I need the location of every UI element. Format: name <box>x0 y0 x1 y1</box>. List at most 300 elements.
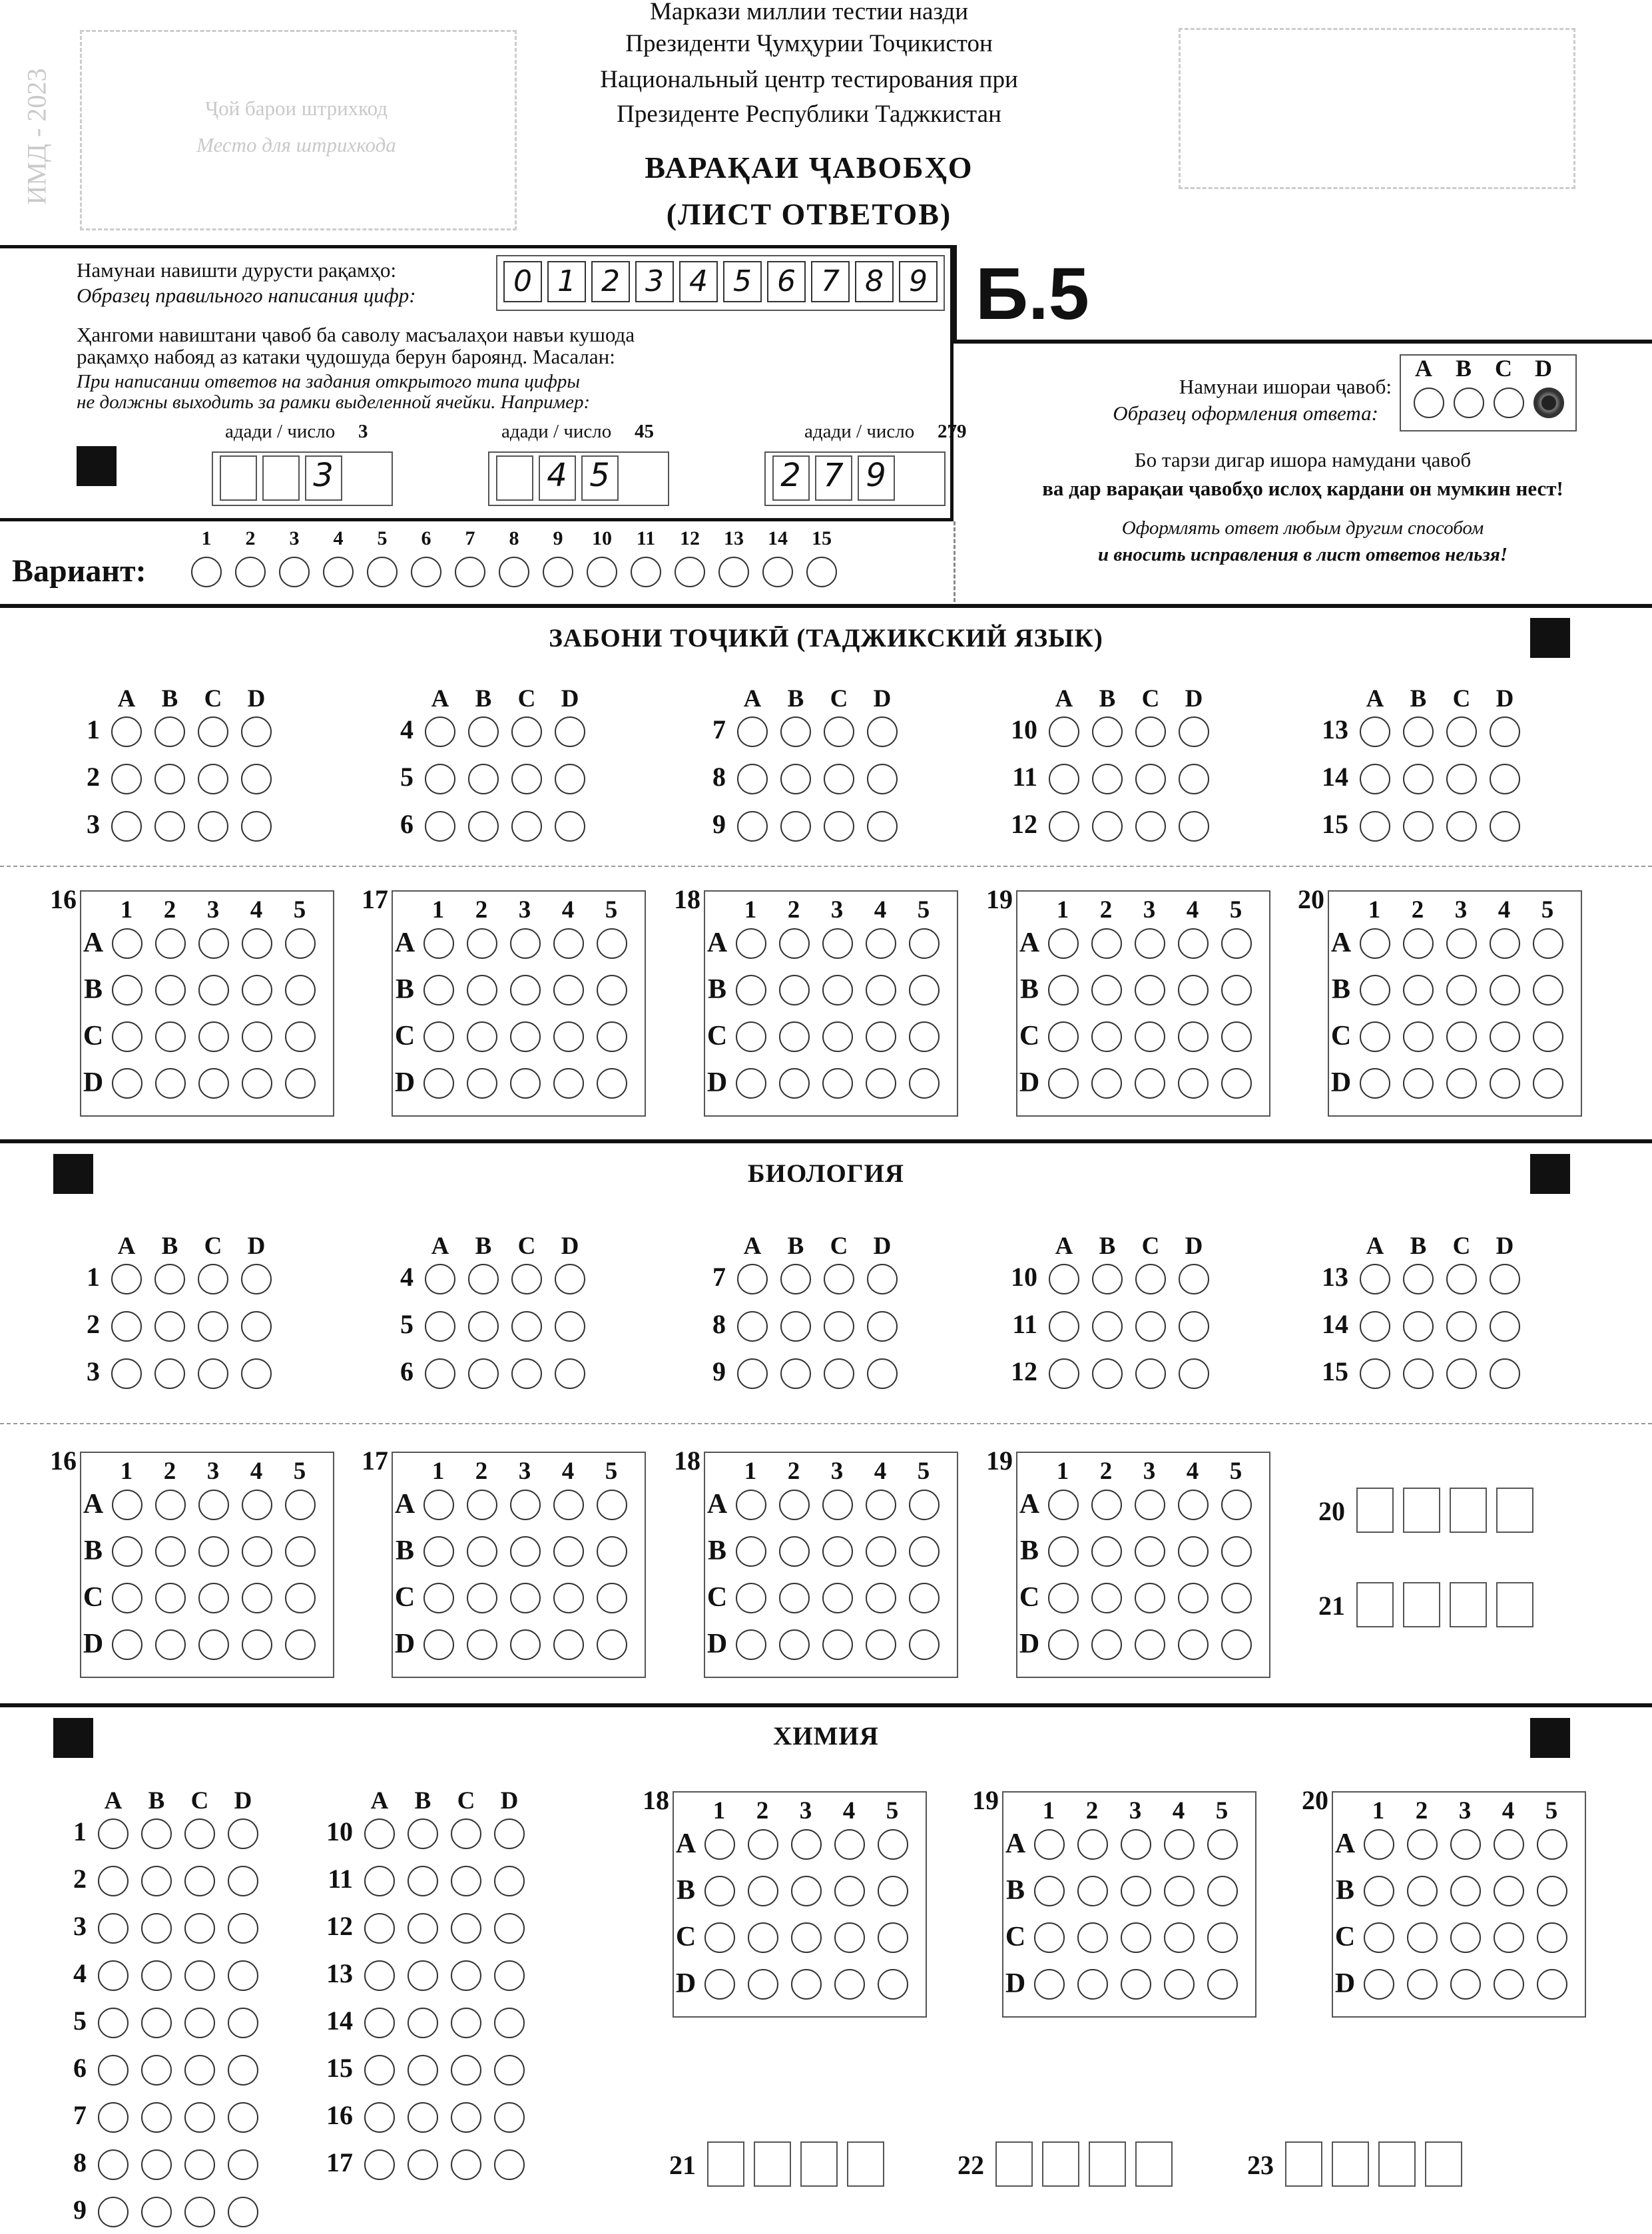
answer-bubble[interactable] <box>241 1358 272 1389</box>
match-bubble[interactable] <box>467 928 497 959</box>
match-bubble[interactable] <box>423 1583 454 1613</box>
match-bubble[interactable] <box>467 975 497 1005</box>
open-answer-cell[interactable] <box>754 2141 791 2187</box>
variant-bubble[interactable] <box>762 557 793 587</box>
match-bubble[interactable] <box>1221 928 1252 959</box>
match-bubble[interactable] <box>736 1021 766 1052</box>
match-bubble[interactable] <box>822 1490 853 1520</box>
match-bubble[interactable] <box>112 1021 142 1052</box>
variant-bubble[interactable] <box>499 557 529 587</box>
match-bubble[interactable] <box>1450 1876 1481 1906</box>
answer-bubble[interactable] <box>98 2008 129 2038</box>
answer-bubble[interactable] <box>184 2102 215 2133</box>
answer-bubble[interactable] <box>98 2197 129 2227</box>
answer-bubble[interactable] <box>867 1358 898 1389</box>
match-bubble[interactable] <box>1077 1969 1108 2000</box>
answer-bubble[interactable] <box>198 764 228 794</box>
match-bubble[interactable] <box>1533 1068 1563 1099</box>
match-bubble[interactable] <box>553 975 584 1005</box>
answer-bubble[interactable] <box>1446 1311 1477 1342</box>
match-bubble[interactable] <box>1207 1876 1238 1906</box>
answer-bubble[interactable] <box>555 764 585 794</box>
open-answer-cell[interactable] <box>1425 2141 1462 2187</box>
answer-bubble[interactable] <box>228 2197 258 2227</box>
answer-bubble[interactable] <box>511 1264 542 1294</box>
match-bubble[interactable] <box>1537 1876 1567 1906</box>
match-bubble[interactable] <box>1178 1629 1209 1660</box>
match-bubble[interactable] <box>1494 1922 1524 1953</box>
match-bubble[interactable] <box>822 1068 853 1099</box>
match-bubble[interactable] <box>822 1536 853 1567</box>
match-bubble[interactable] <box>597 975 627 1005</box>
answer-bubble[interactable] <box>408 1913 438 1944</box>
match-bubble[interactable] <box>866 1629 896 1660</box>
match-bubble[interactable] <box>736 928 766 959</box>
match-bubble[interactable] <box>779 1629 810 1660</box>
match-bubble[interactable] <box>1135 1068 1165 1099</box>
match-bubble[interactable] <box>1360 975 1390 1005</box>
match-bubble[interactable] <box>791 1876 822 1906</box>
answer-bubble[interactable] <box>1360 1358 1390 1389</box>
match-bubble[interactable] <box>1446 928 1477 959</box>
match-bubble[interactable] <box>736 975 766 1005</box>
answer-bubble[interactable] <box>241 764 272 794</box>
answer-bubble[interactable] <box>111 1358 142 1389</box>
answer-bubble[interactable] <box>198 1311 228 1342</box>
match-bubble[interactable] <box>510 1068 541 1099</box>
variant-bubble[interactable] <box>587 557 617 587</box>
answer-bubble[interactable] <box>184 2055 215 2086</box>
answer-bubble[interactable] <box>111 716 142 747</box>
match-bubble[interactable] <box>1407 1922 1438 1953</box>
answer-bubble[interactable] <box>1490 1358 1520 1389</box>
match-bubble[interactable] <box>553 1490 584 1520</box>
answer-bubble[interactable] <box>780 1358 811 1389</box>
match-bubble[interactable] <box>198 1536 229 1567</box>
answer-bubble[interactable] <box>1135 1264 1166 1294</box>
variant-bubble[interactable] <box>718 557 749 587</box>
answer-bubble[interactable] <box>141 1866 172 1896</box>
match-bubble[interactable] <box>1164 1969 1195 2000</box>
answer-bubble[interactable] <box>1490 764 1520 794</box>
answer-bubble[interactable] <box>241 811 272 842</box>
variant-bubble[interactable] <box>235 557 266 587</box>
match-bubble[interactable] <box>1494 1876 1524 1906</box>
answer-bubble[interactable] <box>154 716 185 747</box>
answer-bubble[interactable] <box>1360 764 1390 794</box>
answer-bubble[interactable] <box>1179 1311 1209 1342</box>
answer-bubble[interactable] <box>141 2008 172 2038</box>
match-bubble[interactable] <box>1135 1583 1165 1613</box>
match-bubble[interactable] <box>467 1490 497 1520</box>
match-bubble[interactable] <box>822 1629 853 1660</box>
match-bubble[interactable] <box>748 1922 778 1953</box>
answer-bubble[interactable] <box>228 2102 258 2133</box>
answer-bubble[interactable] <box>737 811 768 842</box>
match-bubble[interactable] <box>1048 1629 1079 1660</box>
variant-bubble[interactable] <box>367 557 398 587</box>
match-bubble[interactable] <box>510 928 541 959</box>
answer-bubble[interactable] <box>1179 716 1209 747</box>
match-bubble[interactable] <box>285 1536 316 1567</box>
answer-bubble[interactable] <box>141 2197 172 2227</box>
open-answer-cell[interactable] <box>995 2141 1033 2187</box>
answer-bubble[interactable] <box>364 2149 395 2180</box>
match-bubble[interactable] <box>1221 1583 1252 1613</box>
answer-bubble[interactable] <box>1135 1358 1166 1389</box>
match-bubble[interactable] <box>1207 1969 1238 2000</box>
answer-bubble[interactable] <box>111 1264 142 1294</box>
answer-bubble[interactable] <box>1179 1264 1209 1294</box>
open-answer-cell[interactable] <box>1496 1488 1533 1533</box>
answer-bubble[interactable] <box>198 716 228 747</box>
match-bubble[interactable] <box>1121 1876 1151 1906</box>
match-bubble[interactable] <box>822 928 853 959</box>
answer-bubble[interactable] <box>141 2055 172 2086</box>
answer-bubble[interactable] <box>111 811 142 842</box>
match-bubble[interactable] <box>198 1068 229 1099</box>
match-bubble[interactable] <box>791 1969 822 2000</box>
open-answer-cell[interactable] <box>1089 2141 1126 2187</box>
match-bubble[interactable] <box>510 1583 541 1613</box>
match-bubble[interactable] <box>1221 1068 1252 1099</box>
answer-bubble[interactable] <box>1049 811 1079 842</box>
match-bubble[interactable] <box>553 928 584 959</box>
match-bubble[interactable] <box>878 1876 908 1906</box>
match-bubble[interactable] <box>1034 1969 1065 2000</box>
match-bubble[interactable] <box>1091 1629 1122 1660</box>
match-bubble[interactable] <box>553 1021 584 1052</box>
answer-bubble[interactable] <box>451 1866 481 1896</box>
answer-bubble[interactable] <box>241 1311 272 1342</box>
answer-bubble[interactable] <box>511 811 542 842</box>
match-bubble[interactable] <box>1178 1583 1209 1613</box>
match-bubble[interactable] <box>467 1068 497 1099</box>
match-bubble[interactable] <box>1221 975 1252 1005</box>
match-bubble[interactable] <box>242 975 272 1005</box>
answer-bubble[interactable] <box>154 1311 185 1342</box>
match-bubble[interactable] <box>1403 1021 1434 1052</box>
match-bubble[interactable] <box>1164 1922 1195 1953</box>
answer-bubble[interactable] <box>1135 764 1166 794</box>
variant-bubble[interactable] <box>675 557 705 587</box>
match-bubble[interactable] <box>155 1490 186 1520</box>
open-answer-cell[interactable] <box>1403 1582 1440 1627</box>
answer-bubble[interactable] <box>1092 1311 1123 1342</box>
variant-bubble[interactable] <box>323 557 354 587</box>
match-bubble[interactable] <box>155 928 186 959</box>
answer-bubble[interactable] <box>867 764 898 794</box>
answer-bubble[interactable] <box>451 2149 481 2180</box>
match-bubble[interactable] <box>866 975 896 1005</box>
answer-bubble[interactable] <box>154 764 185 794</box>
match-bubble[interactable] <box>285 975 316 1005</box>
match-bubble[interactable] <box>198 975 229 1005</box>
match-bubble[interactable] <box>1207 1829 1238 1860</box>
match-bubble[interactable] <box>748 1969 778 2000</box>
answer-bubble[interactable] <box>451 1818 481 1849</box>
match-bubble[interactable] <box>285 1629 316 1660</box>
match-bubble[interactable] <box>1537 1969 1567 2000</box>
match-bubble[interactable] <box>1135 1629 1165 1660</box>
match-bubble[interactable] <box>878 1829 908 1860</box>
match-bubble[interactable] <box>736 1536 766 1567</box>
match-bubble[interactable] <box>423 1629 454 1660</box>
match-bubble[interactable] <box>1077 1876 1108 1906</box>
answer-bubble[interactable] <box>1135 1311 1166 1342</box>
match-bubble[interactable] <box>1091 975 1122 1005</box>
answer-bubble[interactable] <box>1360 811 1390 842</box>
answer-bubble[interactable] <box>1490 811 1520 842</box>
answer-bubble[interactable] <box>241 716 272 747</box>
match-bubble[interactable] <box>1403 928 1434 959</box>
answer-bubble[interactable] <box>198 1264 228 1294</box>
match-bubble[interactable] <box>1407 1876 1438 1906</box>
answer-bubble[interactable] <box>1049 1311 1079 1342</box>
match-bubble[interactable] <box>779 1490 810 1520</box>
answer-bubble[interactable] <box>1092 716 1123 747</box>
match-bubble[interactable] <box>242 1583 272 1613</box>
match-bubble[interactable] <box>155 975 186 1005</box>
match-bubble[interactable] <box>779 1021 810 1052</box>
match-bubble[interactable] <box>597 1068 627 1099</box>
match-bubble[interactable] <box>748 1876 778 1906</box>
match-bubble[interactable] <box>1537 1829 1567 1860</box>
match-bubble[interactable] <box>1221 1490 1252 1520</box>
match-bubble[interactable] <box>834 1969 865 2000</box>
answer-bubble[interactable] <box>1360 716 1390 747</box>
match-bubble[interactable] <box>834 1876 865 1906</box>
match-bubble[interactable] <box>242 1629 272 1660</box>
answer-bubble[interactable] <box>425 1311 455 1342</box>
match-bubble[interactable] <box>1364 1922 1394 1953</box>
match-bubble[interactable] <box>909 1629 940 1660</box>
answer-bubble[interactable] <box>154 1264 185 1294</box>
answer-bubble[interactable] <box>1049 1264 1079 1294</box>
match-bubble[interactable] <box>1135 928 1165 959</box>
match-bubble[interactable] <box>1121 1829 1151 1860</box>
answer-bubble[interactable] <box>824 1358 854 1389</box>
match-bubble[interactable] <box>866 1583 896 1613</box>
match-bubble[interactable] <box>285 1490 316 1520</box>
answer-bubble[interactable] <box>780 716 811 747</box>
match-bubble[interactable] <box>242 1021 272 1052</box>
match-bubble[interactable] <box>510 1629 541 1660</box>
match-bubble[interactable] <box>285 1583 316 1613</box>
answer-bubble[interactable] <box>555 716 585 747</box>
answer-bubble[interactable] <box>198 811 228 842</box>
match-bubble[interactable] <box>1221 1536 1252 1567</box>
answer-bubble[interactable] <box>1403 1311 1434 1342</box>
answer-bubble[interactable] <box>184 1818 215 1849</box>
answer-bubble[interactable] <box>468 811 499 842</box>
match-bubble[interactable] <box>1135 1490 1165 1520</box>
answer-bubble[interactable] <box>780 764 811 794</box>
answer-bubble[interactable] <box>824 716 854 747</box>
match-bubble[interactable] <box>1450 1969 1481 2000</box>
match-bubble[interactable] <box>1494 1829 1524 1860</box>
answer-bubble[interactable] <box>737 1264 768 1294</box>
answer-bubble[interactable] <box>425 764 455 794</box>
answer-bubble[interactable] <box>1049 1358 1079 1389</box>
match-bubble[interactable] <box>822 975 853 1005</box>
answer-bubble[interactable] <box>737 716 768 747</box>
match-bubble[interactable] <box>1407 1829 1438 1860</box>
match-bubble[interactable] <box>1121 1922 1151 1953</box>
match-bubble[interactable] <box>909 1068 940 1099</box>
answer-bubble[interactable] <box>555 1358 585 1389</box>
answer-bubble[interactable] <box>494 2055 525 2086</box>
answer-bubble[interactable] <box>228 1913 258 1944</box>
match-bubble[interactable] <box>1091 1536 1122 1567</box>
match-bubble[interactable] <box>1091 1583 1122 1613</box>
match-bubble[interactable] <box>1403 975 1434 1005</box>
match-bubble[interactable] <box>597 1490 627 1520</box>
answer-bubble[interactable] <box>1179 811 1209 842</box>
match-bubble[interactable] <box>1360 1021 1390 1052</box>
open-answer-cell[interactable] <box>707 2141 744 2187</box>
answer-bubble[interactable] <box>364 2008 395 2038</box>
variant-bubble[interactable] <box>806 557 837 587</box>
match-bubble[interactable] <box>1135 975 1165 1005</box>
match-bubble[interactable] <box>198 1629 229 1660</box>
answer-bubble[interactable] <box>1403 716 1434 747</box>
match-bubble[interactable] <box>736 1583 766 1613</box>
answer-bubble[interactable] <box>141 2102 172 2133</box>
answer-bubble[interactable] <box>451 1913 481 1944</box>
open-answer-cell[interactable] <box>1450 1488 1487 1533</box>
match-bubble[interactable] <box>736 1629 766 1660</box>
match-bubble[interactable] <box>1490 975 1520 1005</box>
match-bubble[interactable] <box>597 928 627 959</box>
match-bubble[interactable] <box>779 1068 810 1099</box>
answer-bubble[interactable] <box>364 1866 395 1896</box>
answer-bubble[interactable] <box>1179 764 1209 794</box>
match-bubble[interactable] <box>155 1536 186 1567</box>
match-bubble[interactable] <box>112 1490 142 1520</box>
match-bubble[interactable] <box>553 1068 584 1099</box>
answer-bubble[interactable] <box>364 1913 395 1944</box>
open-answer-cell[interactable] <box>1135 2141 1173 2187</box>
match-bubble[interactable] <box>834 1922 865 1953</box>
match-bubble[interactable] <box>1403 1068 1434 1099</box>
answer-bubble[interactable] <box>141 1960 172 1991</box>
answer-bubble[interactable] <box>511 764 542 794</box>
answer-bubble[interactable] <box>1446 1264 1477 1294</box>
match-bubble[interactable] <box>1490 1021 1520 1052</box>
answer-bubble[interactable] <box>228 1866 258 1896</box>
match-bubble[interactable] <box>1533 1021 1563 1052</box>
match-bubble[interactable] <box>1164 1829 1195 1860</box>
answer-bubble[interactable] <box>1403 1264 1434 1294</box>
answer-bubble[interactable] <box>468 1311 499 1342</box>
answer-bubble[interactable] <box>824 1311 854 1342</box>
match-bubble[interactable] <box>1533 975 1563 1005</box>
open-answer-cell[interactable] <box>1403 1488 1440 1533</box>
match-bubble[interactable] <box>736 1068 766 1099</box>
answer-bubble[interactable] <box>1446 764 1477 794</box>
match-bubble[interactable] <box>704 1829 735 1860</box>
answer-bubble[interactable] <box>555 1264 585 1294</box>
open-answer-cell[interactable] <box>1496 1582 1533 1627</box>
match-bubble[interactable] <box>1091 1068 1122 1099</box>
answer-bubble[interactable] <box>364 2102 395 2133</box>
match-bubble[interactable] <box>1446 1068 1477 1099</box>
match-bubble[interactable] <box>866 928 896 959</box>
answer-bubble[interactable] <box>154 811 185 842</box>
match-bubble[interactable] <box>198 1021 229 1052</box>
match-bubble[interactable] <box>112 1536 142 1567</box>
match-bubble[interactable] <box>1048 975 1079 1005</box>
match-bubble[interactable] <box>866 1068 896 1099</box>
match-bubble[interactable] <box>1178 1021 1209 1052</box>
match-bubble[interactable] <box>553 1629 584 1660</box>
answer-bubble[interactable] <box>198 1358 228 1389</box>
match-bubble[interactable] <box>597 1021 627 1052</box>
match-bubble[interactable] <box>704 1969 735 2000</box>
answer-bubble[interactable] <box>1446 811 1477 842</box>
answer-bubble[interactable] <box>364 1960 395 1991</box>
match-bubble[interactable] <box>467 1021 497 1052</box>
match-bubble[interactable] <box>1048 1536 1079 1567</box>
match-bubble[interactable] <box>909 1536 940 1567</box>
match-bubble[interactable] <box>1364 1829 1394 1860</box>
match-bubble[interactable] <box>1077 1922 1108 1953</box>
match-bubble[interactable] <box>242 928 272 959</box>
open-answer-cell[interactable] <box>847 2141 884 2187</box>
match-bubble[interactable] <box>1178 1490 1209 1520</box>
answer-bubble[interactable] <box>98 1866 129 1896</box>
answer-bubble[interactable] <box>98 1818 129 1849</box>
match-bubble[interactable] <box>779 928 810 959</box>
answer-bubble[interactable] <box>1403 1358 1434 1389</box>
answer-bubble[interactable] <box>867 1264 898 1294</box>
answer-bubble[interactable] <box>98 1913 129 1944</box>
answer-bubble[interactable] <box>867 811 898 842</box>
answer-bubble[interactable] <box>184 2149 215 2180</box>
answer-bubble[interactable] <box>494 1818 525 1849</box>
match-bubble[interactable] <box>1178 975 1209 1005</box>
match-bubble[interactable] <box>704 1876 735 1906</box>
match-bubble[interactable] <box>1364 1969 1394 2000</box>
match-bubble[interactable] <box>1364 1876 1394 1906</box>
answer-bubble[interactable] <box>228 1960 258 1991</box>
match-bubble[interactable] <box>909 1583 940 1613</box>
match-bubble[interactable] <box>597 1583 627 1613</box>
match-bubble[interactable] <box>1494 1969 1524 2000</box>
match-bubble[interactable] <box>878 1922 908 1953</box>
answer-bubble[interactable] <box>154 1358 185 1389</box>
answer-bubble[interactable] <box>494 1913 525 1944</box>
match-bubble[interactable] <box>510 1536 541 1567</box>
match-bubble[interactable] <box>285 928 316 959</box>
answer-bubble[interactable] <box>98 2149 129 2180</box>
answer-bubble[interactable] <box>1403 811 1434 842</box>
answer-bubble[interactable] <box>228 2008 258 2038</box>
match-bubble[interactable] <box>1091 928 1122 959</box>
match-bubble[interactable] <box>423 1490 454 1520</box>
match-bubble[interactable] <box>423 1068 454 1099</box>
answer-bubble[interactable] <box>1360 1311 1390 1342</box>
answer-bubble[interactable] <box>184 1866 215 1896</box>
answer-bubble[interactable] <box>737 764 768 794</box>
answer-bubble[interactable] <box>867 1311 898 1342</box>
match-bubble[interactable] <box>112 1583 142 1613</box>
match-bubble[interactable] <box>822 1021 853 1052</box>
answer-bubble[interactable] <box>780 811 811 842</box>
answer-bubble[interactable] <box>1092 764 1123 794</box>
open-answer-cell[interactable] <box>1356 1582 1394 1627</box>
